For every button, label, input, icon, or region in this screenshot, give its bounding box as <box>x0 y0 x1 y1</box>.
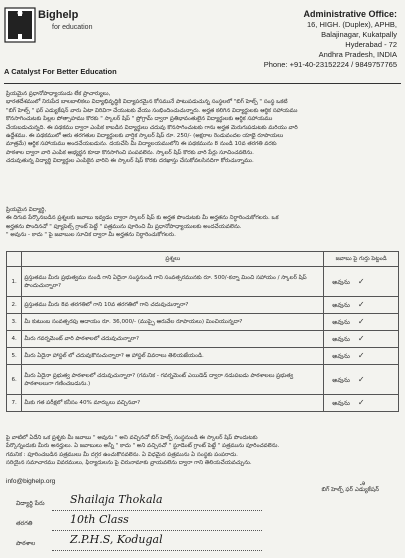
text-line: అర్హతను పొందినచో " ప్యూపెల్స్ గ్రాంట్ పెట్టే " పత్రమును పూరించి మీ ప్రధానోపాధ్యాయులకు అందచేయవలెను. <box>6 223 242 230</box>
row-answer[interactable] <box>324 365 399 395</box>
student-name-label: విద్యార్థి పేరు <box>16 500 45 507</box>
row-question: మీరు గవర్నమెంట్ వారి పాఠశాలలో చదువుచున్నారా? <box>22 331 324 348</box>
answer-text: అవును <box>332 400 350 407</box>
checkmark-icon: ✓ <box>357 374 365 384</box>
student-name-field[interactable]: Shailaja Thokala <box>70 493 163 506</box>
school-label: పాఠశాల <box>16 540 36 547</box>
contact-email: info@bighelp.org <box>6 478 56 485</box>
answer-text: అవును <box>332 278 350 286</box>
table-row <box>7 348 399 365</box>
answer-text: అవును <box>332 376 350 384</box>
table-header-row <box>7 252 399 267</box>
answer-text: అవును <box>332 336 350 343</box>
text-line: పై వాటిలో ఏదేని ఒక ప్రశ్నకు మీ జవాబు " అవును " అని వచ్చినచో బిగ్ హెల్ప్ సంస్థనుండి ఈ స్కాలర్ షిప్ పొందుటకు <box>6 435 258 441</box>
row-answer[interactable] <box>324 331 399 348</box>
row-number: 5. <box>7 348 22 365</box>
bighelp-logo-icon <box>4 6 36 44</box>
text-line: సరియైన సమాచారము వివరములు, ఫిర్యాదులను పై చిరునామాకు వ్రాయవలెను ద్వారా గాని తెలియచేయవచ్చును. <box>6 460 252 467</box>
student-letter <box>6 206 399 240</box>
text-line: ఈ దిగువ పేర్కొనబడిన ప్రశ్నలకు జవాబు ఇవ్వడం ద్వారా స్కాలర్ షిప్ కు అర్హత పొందుటకు మీ అర్హతను నిర్ధారించుకోగలరు. ఒక <box>6 215 279 222</box>
row-number: 1. <box>7 267 22 297</box>
text-line: చదువుతున్న విద్యార్థి విద్యార్థుల ఎంపికైన వారిని ఈ స్కాలర్ షిప్ కొరకు దరఖాస్తు చేసుకోవలసినదిగా కోరుచున్నాము. <box>6 158 254 165</box>
text-line: పాఠశాల ద్వారా వారి ఎంపిక అభ్యర్థన కూడా కొనసాగించి పంపవలెను. స్కాలర్ షిప్ కొరకు వారి పేర్లు సూచించవలెను. <box>6 149 254 156</box>
office-line: Hyderabad - 72 <box>345 40 397 49</box>
row-answer[interactable] <box>324 395 399 412</box>
text-line: ప్రియమైన విద్యార్థి, <box>6 207 47 213</box>
text-line: ఉద్దేశము. ఈ పథకములో ఆరు తరగతుల విద్యార్థులకు వార్షిక స్కాలర్ షిప్ రూ. 250/- (అక్షరాల రెండువందల యాభై రూపాయలు <box>6 133 284 140</box>
table-row <box>7 297 399 314</box>
office-line: Andhra Pradesh, INDIA <box>318 50 397 59</box>
eligibility-table <box>6 251 399 412</box>
text-line: " అవును - కాదు " పై జవాబుల సూచిక ద్వారా మీ అర్హతను నిర్ధారించుకోగలరు. <box>6 232 176 239</box>
answer-text: అవును <box>332 302 350 309</box>
notes-section <box>6 434 399 468</box>
row-number: 4. <box>7 331 22 348</box>
table-row <box>7 331 399 348</box>
row-answer[interactable] <box>324 297 399 314</box>
office-line: Balajinagar, Kukatpally <box>321 30 397 39</box>
office-phone: Phone: +91-40-23152224 / 9849757765 <box>263 60 397 69</box>
signoff: బిగ్ హెల్ప్ ఫర్ ఎడ్యుకేషన్ <box>321 487 379 493</box>
answer-text: అవును <box>332 319 350 326</box>
table-row <box>7 314 399 331</box>
row-question: మీ కుటుంబ సంవత్సరపు ఆదాయం రూ. 36,000/- (ముప్పై ఆరువేల రూపాయలు) మించియున్నదా? <box>22 314 324 331</box>
checkmark-icon: ✓ <box>357 351 365 360</box>
table-header-no <box>7 252 22 267</box>
row-question: మీరు ఏదైనా ప్రభుత్వ పాఠశాలలో చదువుచున్నారా? (గమనిక - గవర్నమెంట్ ఎయిడెడ్ ద్వారా నడుపబడు పాఠశాలలు ప్రభుత్వ పాఠశాలలుగా గణించబడును.) <box>22 365 324 395</box>
class-label: తరగతి <box>16 520 33 527</box>
row-answer[interactable] <box>324 314 399 331</box>
row-question: ప్రస్తుతము మీరు ప్రభుత్వము నుండి గాని ఏదైనా సంస్థనుండి గాని సంవత్సరమునకు రూ. 500/-కన్నా మించి సహాయం / స్కాలర్ షిప్ పొందుచున్నారా? <box>22 267 324 297</box>
school-field[interactable]: Z.P.H.S, Kodugal <box>70 533 163 546</box>
row-number: 3. <box>7 314 22 331</box>
table-row <box>7 267 399 297</box>
text-line: కొనసాగించుటకు పిల్లల పోత్సాహము కొరకు " స్కాలర్ షిప్ " ప్రోగ్రామ్ ద్వారా ప్రతిభావంతులైన విద్యార్థులకు ఆర్థిక సహాయము <box>6 116 273 123</box>
checkmark-icon: ✓ <box>357 398 365 407</box>
row-question: మీకు గత పరీక్షలో కనీసం 40% మార్కులు వచ్చినవా? <box>22 395 324 412</box>
brand-subtitle: for education <box>52 24 93 31</box>
row-number: 7. <box>7 395 22 412</box>
office-line: 16, HIGH. (Duplex), APHB, <box>306 20 397 29</box>
text-line: భారతదేశములో నిరుపేద బాలబాలికలు విద్యాభివృద్ధికి విద్యాపరమైన కోసమునే పాటుపడుచున్న సంస్థలలో "బిగ్ హెల్ప్ " సంస్థ ఒకటి <box>6 99 288 106</box>
row-question: మీరు ఏదైనా హాస్టల్ లో చదువుకొనుచున్నారా? ఆ హాస్టల్ వివరాలు తెలియజేయండి. <box>22 348 324 365</box>
school-line <box>52 550 262 551</box>
answer-text: అవును <box>332 353 350 360</box>
office-address <box>232 8 397 70</box>
row-answer[interactable] <box>324 348 399 365</box>
row-number: 6. <box>7 365 22 395</box>
text-line: పేర్కొన్నందుకు మీరు అనర్హులు. ఏ జవాబులు అన్నీ " కాదు " అని వచ్చినచో " స్టూడెంట్ గ్రాంట్ పెట్టే " పత్రమును పూరించవలెను. <box>6 443 280 450</box>
table-row <box>7 365 399 395</box>
table-header-questions: ప్రశ్నలు <box>22 252 324 267</box>
table-header-answer: జవాబు పై గుర్తు పెట్టండి <box>324 252 399 267</box>
checkmark-icon: ✓ <box>357 300 365 309</box>
text-line: ప్రియమైన ప్రధానోపాధ్యాయుడు లేక ప్రాచార్యులు, <box>6 91 111 97</box>
text-line: "బిగ్ హెల్ప్ " ఫర్ ఎడ్యుకేషన్ వారు ఏటా విరివిగా చేయుటకు వేయు సంభిందించుచున్నారు. అర్హత కలిగిన విద్యార్థులకు ఆర్థిక సహాయము <box>6 107 298 114</box>
row-answer[interactable] <box>324 267 399 297</box>
office-title: Administrative Office: <box>303 9 397 19</box>
text-line: గమనిక : పూరించబడిన పత్రములు మీ దగ్గర ఉంచుకొనవలెను. ఏ విధమైన పత్రమును ఏ సంస్థకు పంపరాదు. <box>6 451 238 458</box>
signature-mark: ꭿ <box>360 478 365 487</box>
checkmark-icon: ✓ <box>357 276 365 286</box>
checkmark-icon: ✓ <box>357 317 365 326</box>
class-line <box>52 530 262 531</box>
brand-name: Bighelp <box>38 9 79 21</box>
text-line: మాత్రమే) ఆర్థిక సహాయము అందచేయబడును. దయచేసి మీ విద్యాలయములోని ఈ పథకమును 8 నుండి 10వ తరగతి వరకు <box>6 141 277 148</box>
headmaster-letter <box>6 90 399 166</box>
student-name-line <box>52 510 262 511</box>
tagline: A Catalyst For Better Education <box>4 67 117 76</box>
table-row <box>7 395 399 412</box>
checkmark-icon: ✓ <box>357 334 365 343</box>
row-number: 2. <box>7 297 22 314</box>
text-line: చేయబడుచున్నది. ఈ పథకము ద్వారా ఎంపిక కాబడిన విద్యార్థులు చదువు కొనసాగించుటకు గాను అర్హత మెరుగుపడుటకు మరియు వారి <box>6 124 298 131</box>
header-divider <box>4 83 401 84</box>
row-question: ప్రస్తుతము మీరు 8వ తరగతిలో గాని 10వ తరగతిలో గాని చదువుచున్నారా? <box>22 297 324 314</box>
class-field[interactable]: 10th Class <box>70 513 129 526</box>
